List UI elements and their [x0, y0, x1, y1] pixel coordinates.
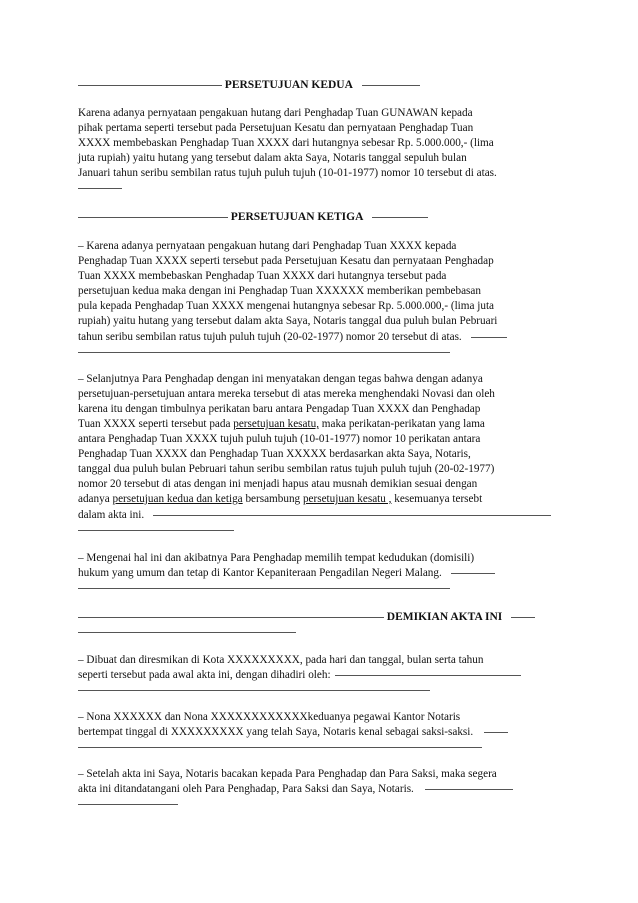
- dash-filler: [471, 337, 507, 338]
- paragraph-text: hukum yang umum dan tetap di Kantor Kepaniteraan Pengadilan Negeri Malang.: [78, 567, 442, 579]
- dash-filler: [153, 515, 551, 516]
- paragraph-line: pula kepada Penghadap Tuan XXXX mengenai hutangnya sebesar Rp. 5.000.000,- (lima juta: [78, 300, 495, 312]
- underlined-term: persetujuan kesatu ,: [302, 493, 392, 505]
- dash-filler: [372, 217, 428, 218]
- paragraph-text: bersambung: [242, 493, 303, 505]
- dash-filler: [484, 732, 508, 733]
- paragraph-text: Tuan XXXX seperti tersebut pada: [78, 418, 234, 430]
- paragraph-line: persetujuan-persetujuan antara mereka tersebut di atas mereka menghendaki Novasi dan oleh: [78, 388, 495, 400]
- paragraph-line: juta rupiah) yaitu hutang yang tersebut dalam akta Saya, Notaris tanggal sepuluh bulan: [78, 152, 467, 164]
- paragraph-line: – Dibuat dan diresmikan di Kota XXXXXXXXX, pada hari dan tanggal, bulan serta tahun: [78, 654, 484, 666]
- paragraph-text: bertempat tinggal di XXXXXXXXX yang telah Saya, Notaris kenal sebagai saksi-saksi.: [78, 726, 474, 738]
- dash-filler: [451, 573, 495, 574]
- paragraph-line: persetujuan kedua maka dengan ini Penghadap Tuan XXXXXX memberikan pembebasan: [78, 285, 481, 297]
- paragraph-line: Penghadap Tuan XXXX dan Penghadap Tuan XXXXX berdasarkan akta Saya, Notaris,: [78, 448, 471, 460]
- paragraph-line: – Setelah akta ini Saya, Notaris bacakan kepada Para Penghadap dan Para Saksi, maka segera: [78, 768, 497, 780]
- paragraph-line: [78, 330, 507, 344]
- paragraph-line: Karena adanya pernyataan pengakuan hutang dari Penghadap Tuan GUNAWAN kepada: [78, 107, 473, 119]
- dash-filler: [511, 617, 535, 618]
- paragraph-line: [78, 417, 485, 431]
- paragraph-line: pihak pertama seperti tersebut pada Persetujuan Kesatu dan pernyataan Penghadap Tuan: [78, 122, 474, 134]
- heading-row-demikian: [78, 610, 535, 624]
- paragraph-text: maka perikatan-perikatan yang lama: [319, 418, 485, 430]
- dash-filler: [362, 85, 420, 86]
- paragraph-line: – Mengenai hal ini dan akibatnya Para Penghadap memilih tempat kedudukan (domisili): [78, 552, 475, 564]
- underlined-term: persetujuan kesatu,: [233, 418, 319, 430]
- paragraph-text: kesemuanya tersebt: [391, 493, 483, 505]
- paragraph-text: tahun seribu sembilan ratus tujuh puluh tujuh (20-02-1977) nomor 20 tersebut di atas.: [78, 331, 462, 343]
- paragraph-line: [78, 508, 551, 522]
- paragraph-line: Tuan XXXX membebaskan Penghadap Tuan XXXX dari hutangnya tersebut pada: [78, 270, 447, 282]
- dash-filler: [78, 217, 228, 218]
- paragraph-line: [78, 725, 508, 739]
- paragraph-line: rupiah) yaitu hutang yang tersebut dalam akta Saya, Notaris tanggal dua puluh bulan Pebruari: [78, 315, 498, 327]
- paragraph-line: – Karena adanya pernyataan pengakuan hutang dari Penghadap Tuan XXXX kepada: [78, 240, 457, 252]
- paragraph-line: [78, 782, 513, 796]
- heading-persetujuan-kedua: PERSETUJUAN KEDUA: [224, 79, 353, 91]
- dash-filler: [78, 85, 222, 86]
- paragraph-line: [78, 668, 521, 682]
- dash-filler: [425, 789, 513, 790]
- paragraph-line: nomor 20 tersebut di atas dengan ini menjadi hapus atau musnah demikian sesuai dengan: [78, 478, 478, 490]
- paragraph-line: [78, 566, 495, 580]
- paragraph-line: Penghadap Tuan XXXX seperti tersebut pada Persetujuan Kesatu dan pernyataan Penghadap: [78, 255, 494, 267]
- paragraph-text: adanya: [78, 493, 113, 505]
- paragraph-line: – Selanjutnya Para Penghadap dengan ini menyatakan dengan tegas bahwa dengan adanya: [78, 373, 483, 385]
- paragraph-line: karena itu dengan timbulnya perikatan baru antara Pengadap Tuan XXXX dan Penghadap: [78, 403, 481, 415]
- paragraph-text: dalam akta ini.: [78, 509, 145, 521]
- paragraph-text: seperti tersebut pada awal akta ini, dengan dihadiri oleh:: [78, 669, 331, 681]
- heading-persetujuan-ketiga: PERSETUJUAN KETIGA: [230, 211, 364, 223]
- underlined-term: persetujuan kedua dan ketiga: [112, 493, 243, 505]
- dash-filler: [78, 617, 384, 618]
- paragraph-line: Januari tahun seribu sembilan ratus tujuh puluh tujuh (10-01-1977) nomor 10 tersebut di atas.: [78, 167, 497, 179]
- paragraph-line: [78, 492, 482, 506]
- paragraph-line: tanggal dua puluh bulan Pebruari tahun seribu sembilan ratus tujuh puluh tujuh (20-02-1977): [78, 463, 495, 475]
- paragraph-line: XXXX membebaskan Penghadap Tuan XXXX dari hutangnya sebesar Rp. 5.000.000,- (lima: [78, 137, 494, 149]
- paragraph-line: antara Penghadap Tuan XXXX tujuh puluh tujuh (10-01-1977) nomor 10 perikatan antara: [78, 433, 481, 445]
- heading-demikian-akta-ini: DEMIKIAN AKTA INI: [386, 611, 503, 623]
- dash-filler: [335, 675, 521, 676]
- paragraph-line: – Nona XXXXXX dan Nona XXXXXXXXXXXXkeduanya pegawai Kantor Notaris: [78, 711, 461, 723]
- heading-row-kedua: [78, 78, 420, 92]
- paragraph-text: akta ini ditandatangani oleh Para Penghadap, Para Saksi dan Saya, Notaris.: [78, 783, 414, 795]
- heading-row-ketiga: [78, 210, 428, 224]
